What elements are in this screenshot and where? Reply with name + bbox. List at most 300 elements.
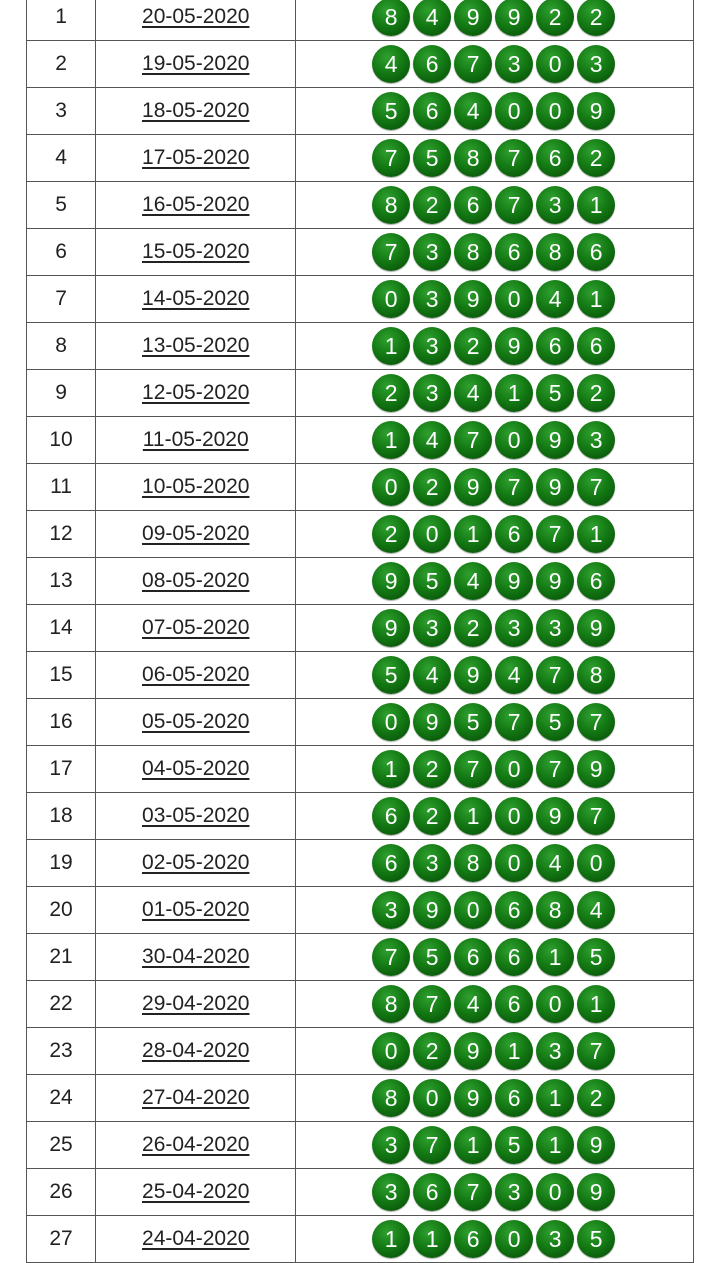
result-ball: 0 [413,1079,451,1117]
result-digits-cell [296,511,694,558]
date-link[interactable]: 05-05-2020 [142,710,250,733]
date-link[interactable]: 29-04-2020 [142,992,250,1015]
table-row [27,0,694,41]
results-table [26,0,694,1263]
result-ball: 0 [536,45,574,83]
date-cell [96,1028,296,1075]
result-ball: 9 [577,1173,615,1211]
result-ball: 6 [495,891,533,929]
date-link[interactable]: 01-05-2020 [142,898,250,921]
result-balls [372,515,615,553]
result-digits-cell [296,746,694,793]
result-digits-cell [296,652,694,699]
table-row [27,370,694,417]
result-balls [372,656,615,694]
result-digits-cell [296,1028,694,1075]
date-cell [96,887,296,934]
result-ball: 1 [495,1032,533,1070]
result-ball: 5 [495,1126,533,1164]
result-ball: 5 [413,938,451,976]
result-ball: 9 [372,562,410,600]
result-ball: 0 [577,844,615,882]
result-ball: 6 [454,938,492,976]
result-ball: 6 [495,233,533,271]
result-ball: 9 [454,0,492,36]
result-digits-cell [296,135,694,182]
date-cell [96,1075,296,1122]
result-ball: 0 [495,280,533,318]
table-row [27,276,694,323]
date-cell [96,981,296,1028]
result-ball: 6 [413,92,451,130]
result-ball: 0 [495,797,533,835]
result-ball: 9 [577,92,615,130]
table-row [27,652,694,699]
table-row [27,887,694,934]
date-cell [96,1216,296,1263]
result-ball: 9 [577,750,615,788]
date-cell [96,1122,296,1169]
date-cell [96,464,296,511]
result-ball: 4 [454,92,492,130]
result-balls [372,1220,615,1258]
result-ball: 7 [495,139,533,177]
row-number: 18 [27,793,96,840]
results-body [27,0,694,1263]
date-link[interactable]: 18-05-2020 [142,99,250,122]
result-digits-cell [296,464,694,511]
result-ball: 7 [577,1032,615,1070]
result-ball: 5 [536,374,574,412]
result-ball: 3 [372,1126,410,1164]
result-ball: 8 [577,656,615,694]
result-balls [372,797,615,835]
result-digits-cell [296,1122,694,1169]
result-ball: 5 [413,139,451,177]
date-link[interactable]: 17-05-2020 [142,146,250,169]
row-number: 10 [27,417,96,464]
result-ball: 1 [454,1126,492,1164]
result-ball: 0 [536,92,574,130]
result-ball: 6 [495,515,533,553]
result-balls [372,92,615,130]
result-digits-cell [296,887,694,934]
result-ball: 4 [577,891,615,929]
row-number: 11 [27,464,96,511]
result-ball: 8 [372,985,410,1023]
row-number: 17 [27,746,96,793]
date-link[interactable]: 24-04-2020 [142,1227,250,1250]
row-number: 12 [27,511,96,558]
date-cell [96,88,296,135]
result-ball: 6 [577,233,615,271]
result-ball: 7 [495,468,533,506]
date-link[interactable]: 25-04-2020 [142,1180,250,1203]
date-link[interactable]: 06-05-2020 [142,663,250,686]
result-ball: 8 [454,139,492,177]
result-ball: 0 [495,844,533,882]
result-digits-cell [296,793,694,840]
result-ball: 0 [454,891,492,929]
result-digits-cell [296,840,694,887]
table-row [27,934,694,981]
result-balls [372,280,615,318]
result-ball: 4 [454,562,492,600]
result-ball: 9 [536,562,574,600]
result-balls [372,1173,615,1211]
date-cell [96,41,296,88]
result-ball: 2 [577,374,615,412]
result-ball: 9 [372,609,410,647]
result-ball: 7 [413,1126,451,1164]
date-link[interactable]: 03-05-2020 [142,804,250,827]
result-ball: 2 [372,374,410,412]
table-row [27,464,694,511]
result-ball: 0 [413,515,451,553]
date-link[interactable]: 11-05-2020 [142,428,249,451]
result-digits-cell [296,417,694,464]
result-ball: 3 [495,1173,533,1211]
result-balls [372,327,615,365]
result-ball: 2 [413,1032,451,1070]
row-number: 3 [27,88,96,135]
table-row [27,1028,694,1075]
date-cell [96,793,296,840]
result-ball: 6 [495,1079,533,1117]
result-ball: 3 [495,609,533,647]
result-ball: 0 [372,1032,410,1070]
result-ball: 7 [454,750,492,788]
result-ball: 2 [577,0,615,36]
date-link[interactable]: 20-05-2020 [142,5,250,28]
row-number: 14 [27,605,96,652]
result-ball: 2 [413,468,451,506]
result-ball: 3 [372,891,410,929]
result-balls [372,703,615,741]
result-ball: 0 [495,750,533,788]
result-ball: 9 [536,797,574,835]
result-ball: 1 [577,515,615,553]
result-ball: 8 [536,891,574,929]
result-ball: 4 [413,0,451,36]
row-number: 5 [27,182,96,229]
result-ball: 5 [577,1220,615,1258]
result-ball: 5 [413,562,451,600]
result-ball: 9 [495,327,533,365]
result-ball: 1 [577,985,615,1023]
result-ball: 3 [577,421,615,459]
result-ball: 6 [413,1173,451,1211]
date-link[interactable]: 10-05-2020 [142,475,250,498]
row-number: 15 [27,652,96,699]
result-ball: 7 [577,468,615,506]
result-balls [372,233,615,271]
result-ball: 1 [454,797,492,835]
row-number: 21 [27,934,96,981]
result-ball: 5 [577,938,615,976]
result-balls [372,186,615,224]
table-row [27,840,694,887]
result-ball: 8 [372,186,410,224]
row-number: 24 [27,1075,96,1122]
result-ball: 2 [577,139,615,177]
result-balls [372,891,615,929]
date-link[interactable]: 27-04-2020 [142,1086,250,1109]
result-balls [372,562,615,600]
result-ball: 9 [536,421,574,459]
date-link[interactable]: 09-05-2020 [142,522,250,545]
result-balls [372,609,615,647]
date-cell [96,370,296,417]
result-ball: 9 [454,1079,492,1117]
table-row [27,417,694,464]
result-ball: 3 [536,1032,574,1070]
result-ball: 4 [454,985,492,1023]
result-ball: 1 [372,1220,410,1258]
result-ball: 5 [372,656,410,694]
result-balls [372,468,615,506]
row-number: 26 [27,1169,96,1216]
result-digits-cell [296,1169,694,1216]
result-ball: 9 [536,468,574,506]
date-link[interactable]: 15-05-2020 [142,240,250,263]
result-ball: 4 [454,374,492,412]
result-ball: 7 [536,515,574,553]
table-row [27,793,694,840]
result-ball: 7 [454,45,492,83]
result-balls [372,374,615,412]
date-cell [96,652,296,699]
result-ball: 3 [413,844,451,882]
result-ball: 1 [577,280,615,318]
result-ball: 7 [495,186,533,224]
result-ball: 2 [413,797,451,835]
date-cell [96,746,296,793]
result-ball: 9 [577,609,615,647]
result-balls [372,750,615,788]
row-number: 9 [27,370,96,417]
result-ball: 7 [413,985,451,1023]
result-ball: 5 [536,703,574,741]
result-ball: 7 [495,703,533,741]
result-ball: 9 [413,891,451,929]
result-ball: 2 [536,0,574,36]
date-link[interactable]: 04-05-2020 [142,757,250,780]
result-ball: 8 [372,0,410,36]
result-ball: 2 [372,515,410,553]
result-ball: 7 [372,233,410,271]
result-ball: 7 [454,421,492,459]
table-row [27,1216,694,1263]
date-cell [96,417,296,464]
result-balls [372,1126,615,1164]
result-ball: 8 [454,233,492,271]
result-ball: 7 [454,1173,492,1211]
table-row [27,746,694,793]
result-ball: 6 [454,1220,492,1258]
result-ball: 4 [536,844,574,882]
table-row [27,511,694,558]
date-cell [96,934,296,981]
result-balls [372,45,615,83]
date-cell [96,1169,296,1216]
date-link[interactable]: 13-05-2020 [142,334,250,357]
row-number: 1 [27,0,96,41]
result-ball: 3 [372,1173,410,1211]
result-ball: 3 [413,374,451,412]
date-cell [96,135,296,182]
result-balls [372,985,615,1023]
result-ball: 1 [536,1079,574,1117]
result-ball: 1 [372,421,410,459]
row-number: 4 [27,135,96,182]
result-ball: 7 [536,750,574,788]
result-ball: 7 [536,656,574,694]
table-row [27,699,694,746]
result-ball: 1 [536,1126,574,1164]
table-row [27,135,694,182]
row-number: 6 [27,229,96,276]
result-ball: 0 [495,421,533,459]
result-digits-cell [296,0,694,41]
result-digits-cell [296,370,694,417]
row-number: 22 [27,981,96,1028]
table-row [27,88,694,135]
result-ball: 3 [495,45,533,83]
result-ball: 6 [413,45,451,83]
result-ball: 0 [495,92,533,130]
result-ball: 0 [372,468,410,506]
result-ball: 3 [413,233,451,271]
date-link[interactable]: 07-05-2020 [142,616,250,639]
date-cell [96,229,296,276]
result-ball: 1 [413,1220,451,1258]
result-digits-cell [296,558,694,605]
result-ball: 2 [454,609,492,647]
result-ball: 9 [454,280,492,318]
result-ball: 9 [495,0,533,36]
result-ball: 8 [536,233,574,271]
row-number: 23 [27,1028,96,1075]
result-ball: 1 [495,374,533,412]
result-ball: 9 [495,562,533,600]
date-cell [96,323,296,370]
result-ball: 2 [413,186,451,224]
result-balls [372,1079,615,1117]
row-number: 8 [27,323,96,370]
result-ball: 9 [454,656,492,694]
result-balls [372,844,615,882]
date-cell [96,840,296,887]
result-ball: 1 [536,938,574,976]
table-row [27,41,694,88]
date-cell [96,511,296,558]
result-ball: 7 [577,703,615,741]
date-cell [96,276,296,323]
date-cell [96,558,296,605]
date-link[interactable]: 12-05-2020 [142,381,250,404]
row-number: 13 [27,558,96,605]
table-row [27,981,694,1028]
result-ball: 4 [536,280,574,318]
result-ball: 7 [372,938,410,976]
row-number: 7 [27,276,96,323]
result-ball: 9 [454,1032,492,1070]
date-link[interactable]: 02-05-2020 [142,851,250,874]
result-ball: 6 [536,327,574,365]
row-number: 27 [27,1216,96,1263]
result-ball: 0 [372,703,410,741]
result-digits-cell [296,276,694,323]
result-ball: 0 [536,985,574,1023]
result-ball: 2 [454,327,492,365]
result-ball: 3 [536,1220,574,1258]
result-ball: 4 [413,656,451,694]
table-row [27,605,694,652]
date-link[interactable]: 28-04-2020 [142,1039,250,1062]
table-row [27,1075,694,1122]
result-ball: 7 [577,797,615,835]
result-ball: 2 [413,750,451,788]
result-ball: 8 [372,1079,410,1117]
table-row [27,558,694,605]
date-link[interactable]: 14-05-2020 [142,287,250,310]
result-ball: 6 [577,327,615,365]
date-cell [96,0,296,41]
result-digits-cell [296,1075,694,1122]
date-link[interactable]: 16-05-2020 [142,193,250,216]
table-row [27,1169,694,1216]
result-ball: 1 [454,515,492,553]
result-ball: 1 [577,186,615,224]
result-ball: 9 [577,1126,615,1164]
result-ball: 6 [495,985,533,1023]
result-balls [372,0,615,36]
result-ball: 3 [413,609,451,647]
result-ball: 0 [372,280,410,318]
result-ball: 6 [577,562,615,600]
result-digits-cell [296,1216,694,1263]
date-link[interactable]: 30-04-2020 [142,945,250,968]
result-ball: 3 [413,280,451,318]
result-ball: 5 [454,703,492,741]
date-link[interactable]: 19-05-2020 [142,52,250,75]
result-balls [372,139,615,177]
result-ball: 0 [536,1173,574,1211]
row-number: 2 [27,41,96,88]
result-ball: 6 [536,139,574,177]
result-ball: 4 [372,45,410,83]
table-row [27,1122,694,1169]
row-number: 19 [27,840,96,887]
row-number: 25 [27,1122,96,1169]
result-ball: 7 [372,139,410,177]
result-ball: 3 [536,186,574,224]
result-ball: 4 [413,421,451,459]
result-ball: 6 [372,844,410,882]
table-row [27,229,694,276]
result-digits-cell [296,934,694,981]
result-digits-cell [296,88,694,135]
result-digits-cell [296,981,694,1028]
result-ball: 8 [454,844,492,882]
result-balls [372,1032,615,1070]
date-link[interactable]: 26-04-2020 [142,1133,250,1156]
result-digits-cell [296,229,694,276]
result-digits-cell [296,699,694,746]
date-link[interactable]: 08-05-2020 [142,569,250,592]
date-cell [96,182,296,229]
